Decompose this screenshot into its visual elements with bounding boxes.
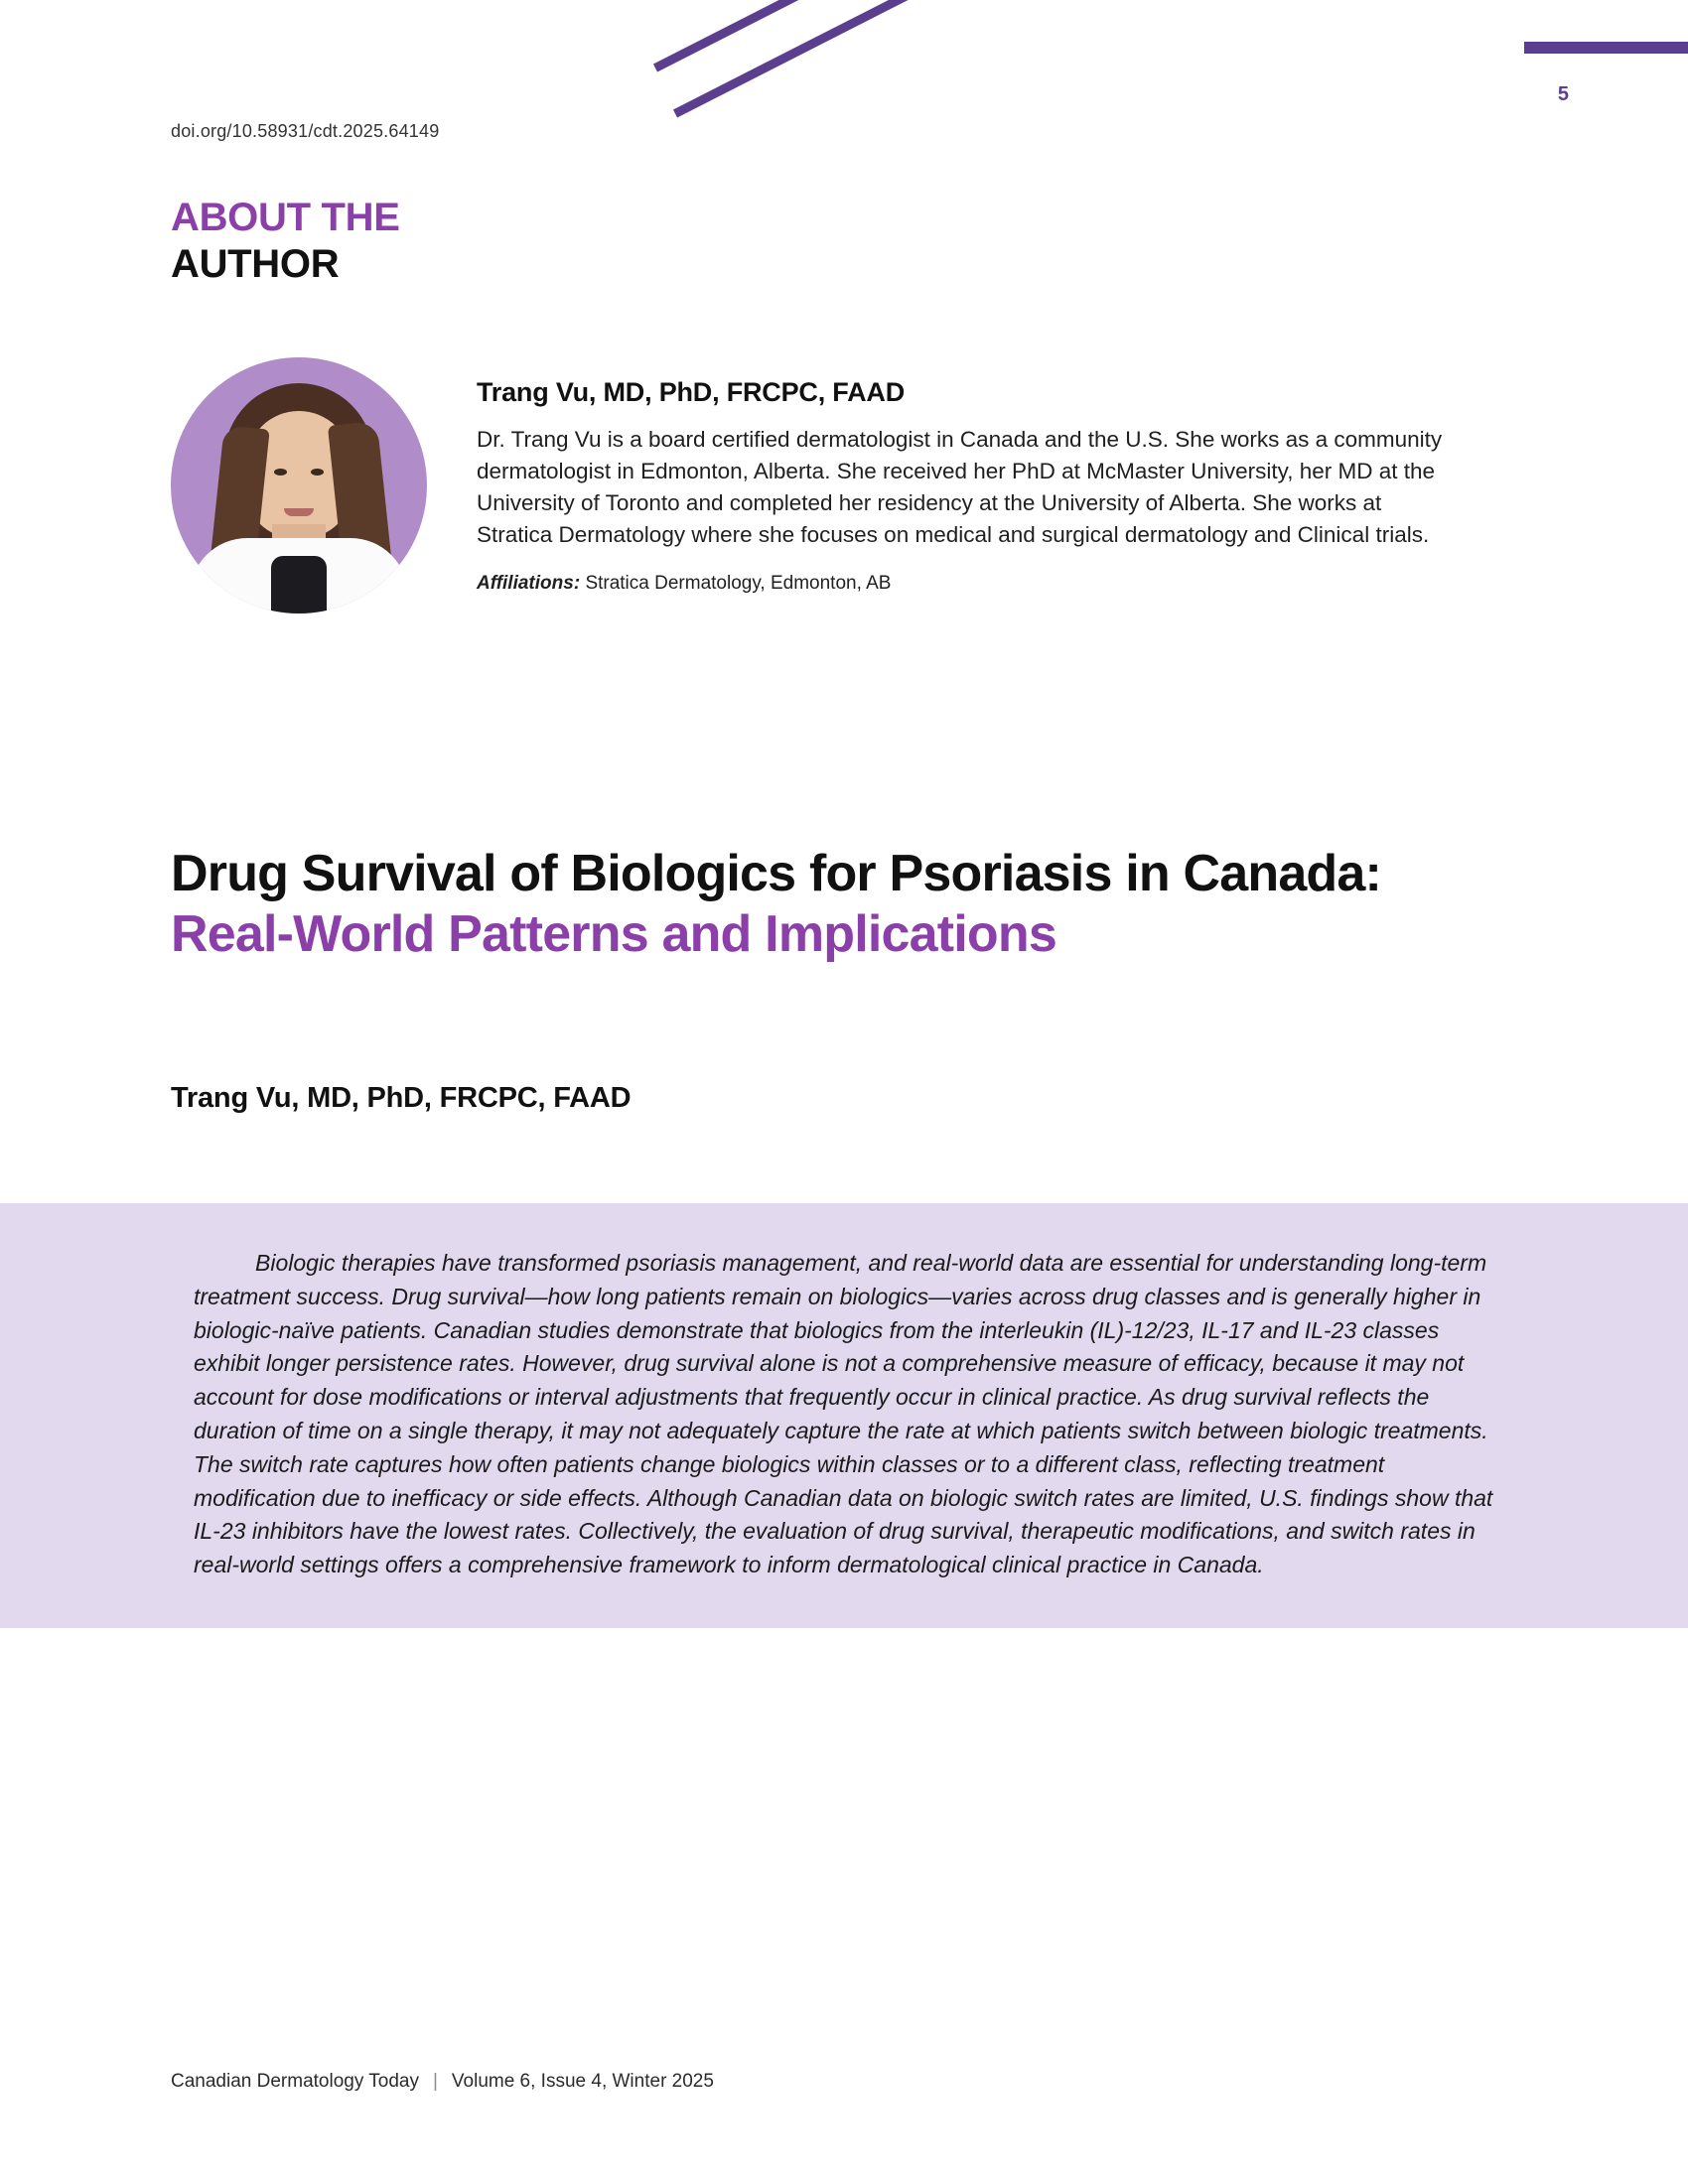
abstract-band bbox=[0, 1203, 1688, 1628]
page-footer bbox=[171, 2071, 714, 2093]
about-the-author-heading bbox=[171, 195, 400, 288]
about-heading-line-2: AUTHOR bbox=[171, 242, 340, 287]
footer-publication: Canadian Dermatology Today bbox=[171, 2071, 419, 2092]
author-affiliations bbox=[477, 573, 1481, 595]
author-text-column bbox=[431, 357, 1481, 595]
portrait-eye-right bbox=[311, 469, 324, 476]
portrait-eye-left bbox=[274, 469, 287, 476]
article-title-part-2: Real-World Patterns and Implications bbox=[171, 904, 1056, 963]
avatar-wrapper bbox=[171, 357, 431, 614]
stripe-lower bbox=[673, 0, 1208, 118]
article-title-part-1: Drug Survival of Biologics for Psoriasis in Canada: bbox=[171, 844, 1382, 902]
portrait-shirt bbox=[271, 556, 327, 614]
article-byline: Trang Vu, MD, PhD, FRCPC, FAAD bbox=[171, 1082, 632, 1114]
abstract-text: Biologic therapies have transformed psoriasis management, and real-world data are essential for understanding long-term treatment success. Drug survival—how long patients remain on biologics—varies across drug classes and is generally higher in biologic-naïve patients. Canadian studies demonstrate that biologics from the interleukin (IL)-12/23, IL-17 and IL-23 classes exhibit longer persistence rates. However, drug survival alone is not a comprehensive measure of efficacy, because it may not account for dose modifications or interval adjustments that frequently occur in clinical practice. As drug survival reflects the duration of time on a single therapy, it may not adequately capture the rate at which patients switch between biologic treatments. The switch rate captures how often patients change biologics within classes or to a different class, reflecting treatment modification due to inefficacy or side effects. Although Canadian data on biologic switch rates are limited, U.S. findings show that IL-23 inhibitors have the lowest rates. Collectively, the evaluation of drug survival, therapeutic modifications, and switch rates in real-world settings offers a comprehensive framework to inform dermatological clinical practice in Canada. bbox=[194, 1250, 1493, 1578]
affiliations-value: Stratica Dermatology, Edmonton, AB bbox=[585, 572, 892, 594]
page-number: 5 bbox=[1557, 83, 1569, 105]
avatar bbox=[171, 357, 427, 614]
footer-separator: | bbox=[432, 2071, 438, 2092]
portrait-mouth bbox=[284, 508, 314, 516]
page-marker-bar bbox=[1524, 42, 1688, 54]
decorative-stripes bbox=[616, 0, 1331, 179]
stripe-upper bbox=[653, 0, 1241, 72]
affiliations-label: Affiliations: bbox=[477, 572, 581, 594]
doi-text: doi.org/10.58931/cdt.2025.64149 bbox=[171, 121, 440, 141]
author-block bbox=[171, 357, 1481, 614]
page-title bbox=[171, 844, 1452, 965]
author-bio: Dr. Trang Vu is a board certified dermatologist in Canada and the U.S. She works as a community dermatologist in Edmonton, Alberta. She received her PhD at McMaster University, her MD at the University of Toronto and completed her residency at the University of Alberta. She works at Stratica Dermatology where she focuses on medical and surgical dermatology and Clinical trials. bbox=[477, 427, 1443, 547]
about-heading-line-1: ABOUT THE bbox=[171, 196, 400, 239]
author-name: Trang Vu, MD, PhD, FRCPC, FAAD bbox=[477, 377, 906, 407]
footer-issue: Volume 6, Issue 4, Winter 2025 bbox=[451, 2071, 714, 2092]
